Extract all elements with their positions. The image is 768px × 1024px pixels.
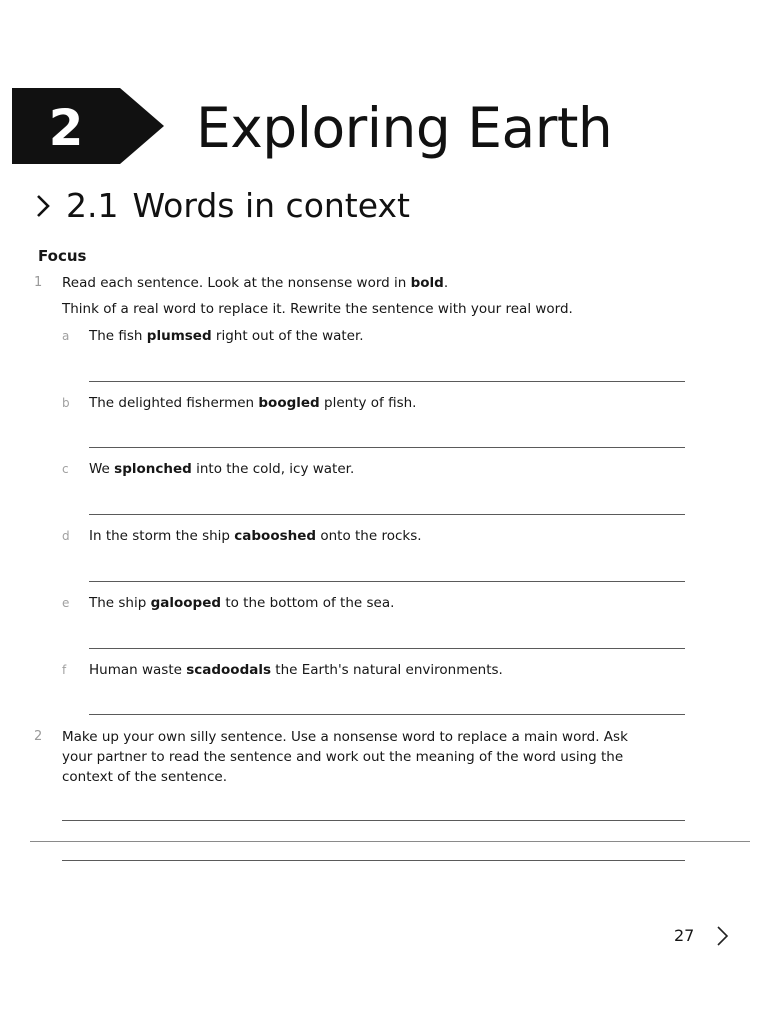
item-e-letter: e [62, 596, 70, 610]
item-f-letter: f [62, 663, 67, 677]
sentence-part: plenty of fish. [319, 395, 417, 411]
nonsense-word: scadoodals [186, 662, 272, 678]
question-2-text: Make up your own silly sentence. Use a nonsense word to replace a main word. Ask your partner to read the sentence and work out the meaning of the word using the context of the sentence. [62, 729, 628, 785]
instruction-text: Read each sentence. Look at the nonsense word in [62, 275, 411, 291]
item-f-sentence [89, 660, 503, 680]
sentence-part: onto the rocks. [316, 528, 422, 544]
nonsense-word: galooped [150, 595, 222, 611]
sentence-part: the Earth's natural environments. [271, 662, 503, 678]
item-b-letter: b [62, 396, 70, 410]
section-heading [34, 183, 410, 229]
sentence-part: The delighted fishermen [89, 395, 259, 411]
instruction-bold-word: bold [410, 275, 444, 291]
chapter-badge [12, 88, 164, 164]
item-d-sentence [89, 526, 422, 546]
item-e-sentence [89, 593, 394, 613]
sentence-part: Human waste [89, 662, 187, 678]
sentence-part: In the storm the ship [89, 528, 235, 544]
answer-line-a[interactable] [89, 381, 685, 382]
scan-divider-line [30, 841, 750, 842]
section-number: 2.1 [66, 186, 119, 225]
chapter-title: Exploring Earth [196, 96, 613, 160]
nonsense-word: boogled [258, 395, 320, 411]
question-1-instruction-line-2: Think of a real word to replace it. Rewrite the sentence with your real word. [62, 301, 573, 317]
answer-line-e[interactable] [89, 648, 685, 649]
nonsense-word: plumsed [146, 328, 212, 344]
answer-line-b[interactable] [89, 447, 685, 448]
question-2-number: 2 [34, 729, 43, 744]
sentence-part: We [89, 461, 115, 477]
sentence-part: into the cold, icy water. [191, 461, 355, 477]
page-number: 27 [674, 926, 695, 945]
item-d-letter: d [62, 529, 70, 543]
chapter-number: 2 [48, 99, 84, 157]
item-c-sentence [89, 459, 354, 479]
item-a-sentence [89, 326, 364, 346]
answer-line-d[interactable] [89, 581, 685, 582]
instruction-text-end: . [443, 275, 449, 291]
item-b-sentence [89, 393, 416, 413]
sentence-part: The fish [89, 328, 147, 344]
answer-line-c[interactable] [89, 514, 685, 515]
item-c-letter: c [62, 462, 69, 476]
answer-line-q2-1[interactable] [62, 820, 685, 821]
nonsense-word: splonched [114, 461, 192, 477]
question-1-instruction-line-1 [62, 273, 448, 293]
answer-line-q2-2[interactable] [62, 860, 685, 861]
nonsense-word: cabooshed [234, 528, 317, 544]
question-1-number: 1 [34, 275, 43, 290]
sentence-part: The ship [89, 595, 151, 611]
sentence-part: right out of the water. [211, 328, 364, 344]
answer-line-f[interactable] [89, 714, 685, 715]
section-title: Words in context [132, 186, 410, 225]
chevron-right-icon [34, 185, 56, 231]
chevron-right-icon[interactable] [714, 924, 732, 948]
item-a-letter: a [62, 329, 70, 343]
sentence-part: to the bottom of the sea. [221, 595, 395, 611]
focus-label: Focus [38, 247, 87, 265]
